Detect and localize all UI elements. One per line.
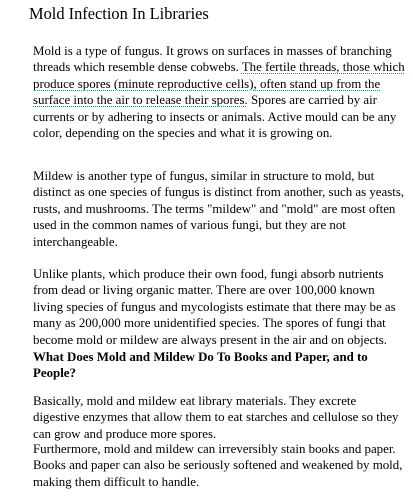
paragraph-eat-materials: Basically, mold and mildew eat library materials. They excrete digestive enzymes that allow them to eat starches and cellulose so they can grow and produce more spores. [33, 394, 399, 441]
section-heading: What Does Mold and Mildew Do To Books and Paper, and to People? [33, 350, 368, 381]
paragraph-stain-books: Furthermore, mold and mildew can irreversibly stain books and paper. Books and paper can also be seriously softened and weakened by mold, making them difficult to handle. [33, 442, 403, 489]
paragraph-mold-definition [33, 43, 405, 141]
grammar-marked-text[interactable]: The fertile threads, those which produce spores (minute reproductive cells), often stand up from the surface into the air to release their spores. [33, 60, 405, 108]
paragraph-mildew: Mildew is another type of fungus, similar in structure to mold, but distinct as one species of fungus is distinct from another, such as yeasts, rusts, and mushrooms. The terms "mildew" and "mold" are most often used in the common names of various fungi, but they are not interchangeable. [33, 169, 405, 249]
paragraph-fungi-nutrients: Unlike plants, which produce their own food, fungi absorb nutrients from dead or living organic matter. There are over 100,000 known living species of fungus and mycologists estimate that there may be as many as 200,000 more unidentified species. The spores of fungi that become mold or mildew are always present in the air and on objects. [33, 267, 396, 347]
document-title: Mold Infection In Libraries [29, 4, 209, 23]
paragraph-text: Mold is a type of fungus. It grows on surfaces in masses of branching threads which resemble dense cobwebs. [33, 44, 392, 75]
paragraph-text: Spores are carried by air currents or by adhering to insects or animals. Active mould can be any color, depending on the species and what it is growing on. [33, 93, 397, 141]
